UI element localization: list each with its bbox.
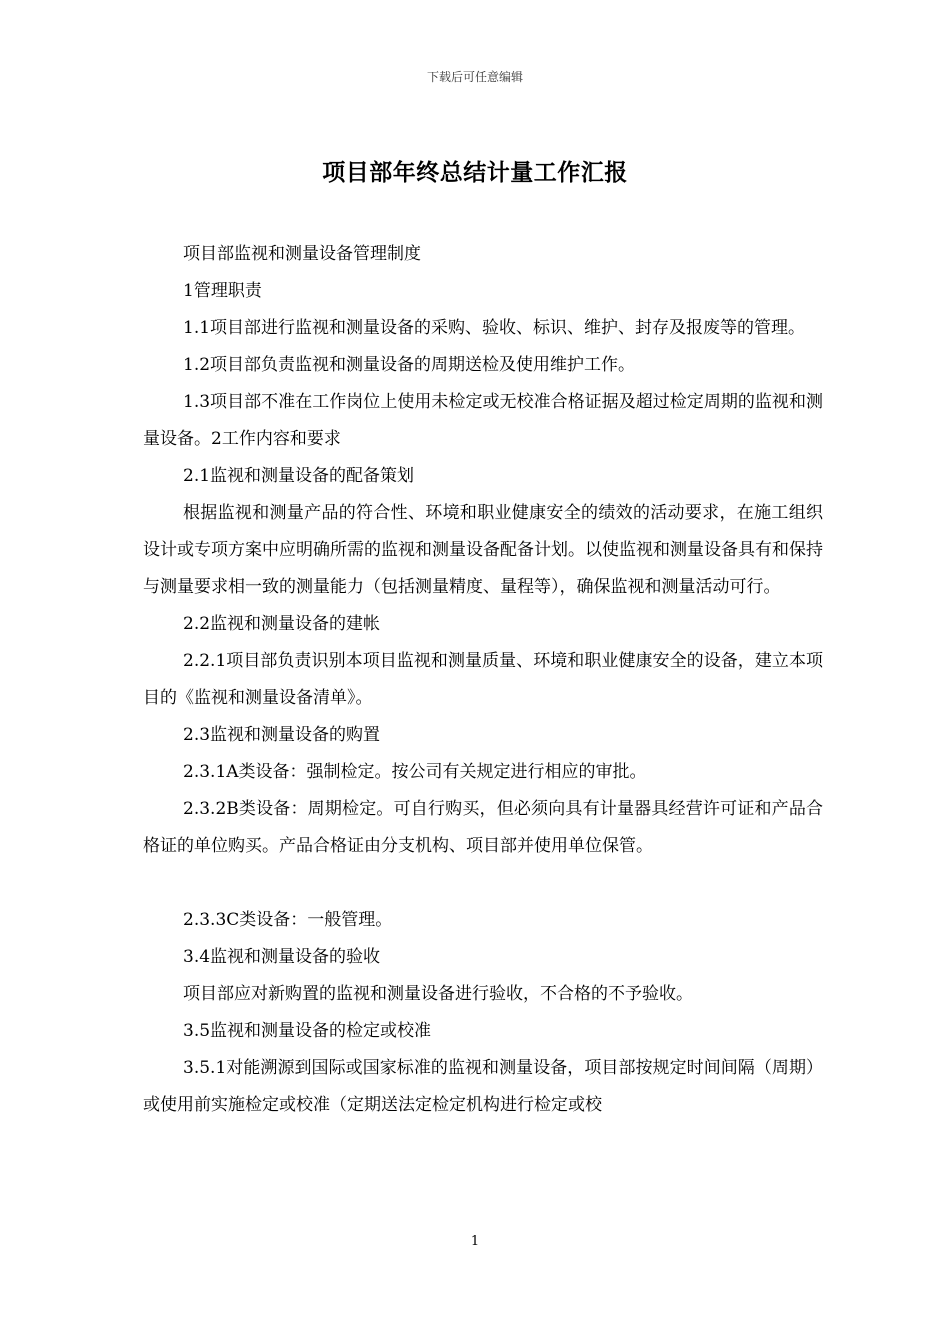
paragraph: 2.3.1A类设备：强制检定。按公司有关规定进行相应的审批。	[183, 762, 647, 782]
section-heading: 2.1监视和测量设备的配备策划	[183, 466, 415, 486]
document-body	[143, 236, 823, 1124]
section-heading: 3.4监视和测量设备的验收	[183, 947, 381, 967]
paragraph: 2.2.1项目部负责识别本项目监视和测量质量、环境和职业健康安全的设备，建立本项目的《监视和测量设备清单》。	[143, 651, 823, 708]
paragraph: 项目部监视和测量设备管理制度	[183, 244, 421, 264]
section-heading: 2.2监视和测量设备的建帐	[183, 614, 381, 634]
page-number: 1	[470, 1234, 480, 1249]
paragraph: 2.3.3C类设备：一般管理。	[183, 910, 393, 930]
header-note: 下载后可任意编辑	[426, 70, 523, 84]
paragraph: 项目部应对新购置的监视和测量设备进行验收，不合格的不予验收。	[183, 984, 693, 1004]
paragraph: 1.1项目部进行监视和测量设备的采购、验收、标识、维护、封存及报废等的管理。	[183, 318, 806, 338]
paragraph: 1.2项目部负责监视和测量设备的周期送检及使用维护工作。	[183, 355, 636, 375]
paragraph: 3.5.1对能溯源到国际或国家标准的监视和测量设备，项目部按规定时间间隔（周期）或使用前实施检定或校准（定期送法定检定机构进行检定或校	[143, 1058, 823, 1115]
paragraph: 1.3项目部不准在工作岗位上使用未检定或无校准合格证据及超过检定周期的监视和测量设备。2工作内容和要求	[143, 392, 823, 449]
paragraph: 根据监视和测量产品的符合性、环境和职业健康安全的绩效的活动要求，在施工组织设计或专项方案中应明确所需的监视和测量设备配备计划。以使监视和测量设备具有和保持与测量要求相一致的测量能力（包括测量精度、量程等），确保监视和测量活动可行。	[143, 503, 823, 597]
section-heading: 1管理职责	[183, 281, 262, 301]
paragraph: 2.3.2B类设备：周期检定。可自行购买，但必须向具有计量器具经营许可证和产品合格证的单位购买。产品合格证由分支机构、项目部并使用单位保管。	[143, 799, 823, 856]
document-title: 项目部年终总结计量工作汇报	[322, 160, 628, 186]
section-heading: 3.5监视和测量设备的检定或校准	[183, 1021, 432, 1041]
section-heading: 2.3监视和测量设备的购置	[183, 725, 381, 745]
